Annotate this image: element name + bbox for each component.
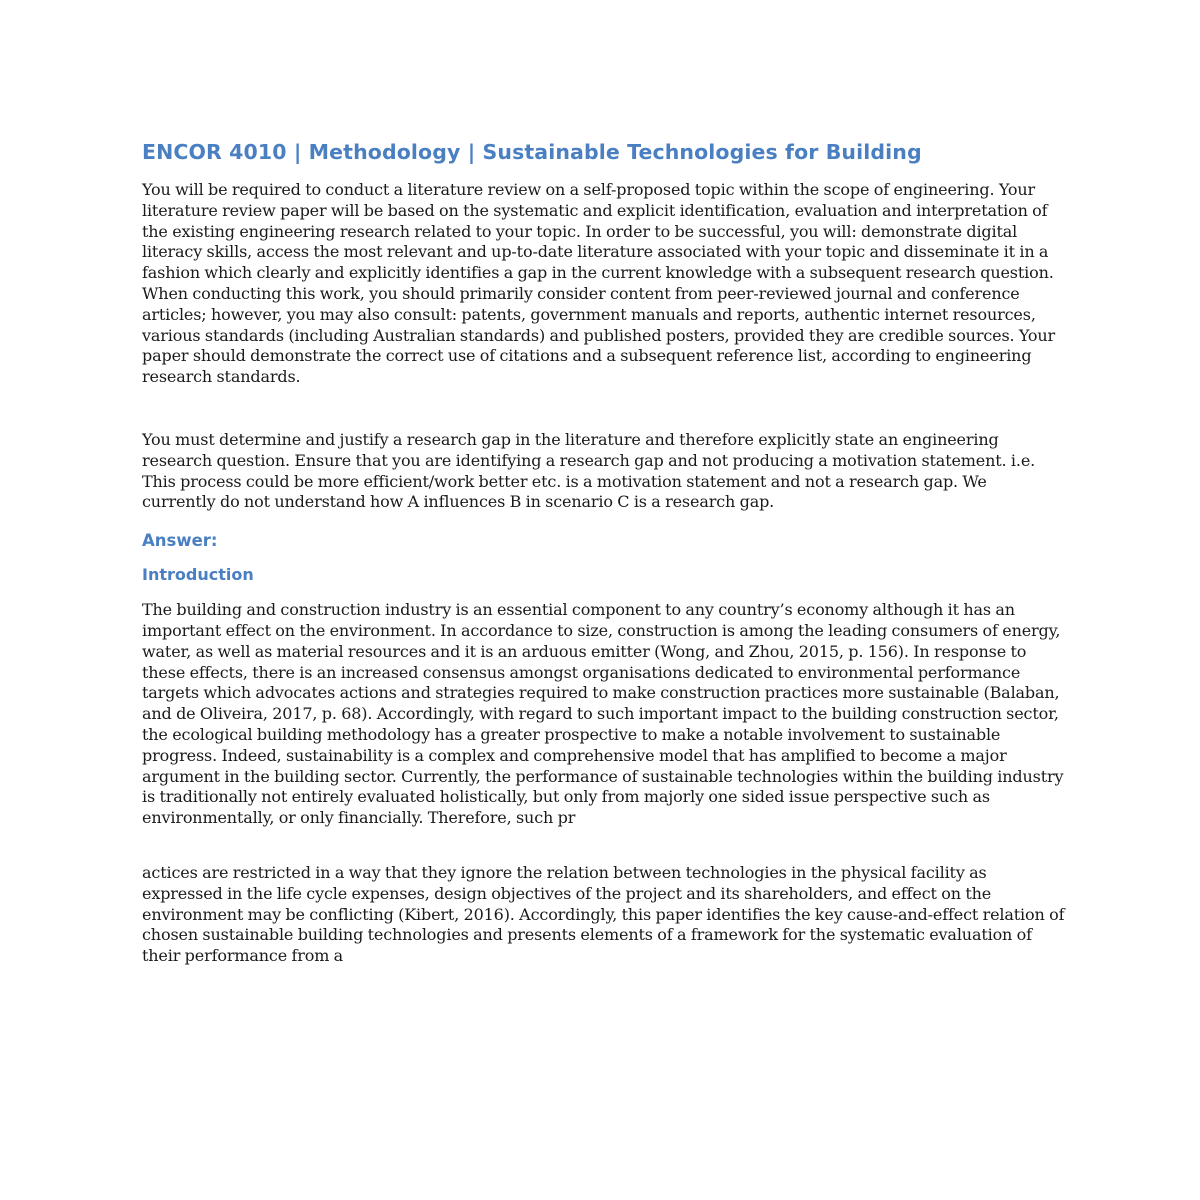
document-title: ENCOR 4010 | Methodology | Sustainable Technologies for Building — [142, 140, 922, 164]
introduction-paragraph-part1: The building and construction industry is an essential component to any country’s economy although it has an important effect on the environment. In accordance to size, construction is among the leading consumers of energy, water, as well as material resources and it is an arduous emitter (Wong, and Zhou, 2015, p. 156). In response to these effects, there is an increased consensus amongst organisations dedicated to environmental performance targets which advocates actions and strategies required to make construction practices more sustainable (Balaban, and de Oliveira, 2017, p. 68). Accordingly, with regard to such important impact to the building construction sector, the ecological building methodology has a greater prospective to make a notable involvement to sustainable progress. Indeed, sustainability is a complex and comprehensive model that has amplified to become a major argument in the building sector. Currently, the performance of sustainable technologies within the building industry is traditionally not entirely evaluated holistically, but only from majorly one sided issue perspective such as environmentally, or only financially. Therefore, such pr — [142, 600, 1064, 828]
introduction-paragraph-part2: actices are restricted in a way that they ignore the relation between technologies in the physical facility as expressed in the life cycle expenses, design objectives of the project and its shareholders, and effect on the environment may be conflicting (Kibert, 2016). Accordingly, this paper identifies the key cause-and-effect relation of chosen sustainable building technologies and presents elements of a framework for the systematic evaluation of their performance from a — [142, 862, 1065, 966]
assignment-brief-paragraph: You will be required to conduct a literature review on a self-proposed topic within the scope of engineering. Your literature review paper will be based on the systematic and explicit identification, evaluation and interpretation of the existing engineering research related to your topic. In order to be successful, you will: demonstrate digital literacy skills, access the most relevant and up-to-date literature associated with your topic and disseminate it in a fashion which clearly and explicitly identifies a gap in the current knowledge with a subsequent research question. When conducting this work, you should primarily consider content from peer-reviewed journal and conference articles; however, you may also consult: patents, government manuals and reports, authentic internet resources, various standards (including Australian standards) and published posters, provided they are credible sources. Your paper should demonstrate the correct use of citations and a subsequent reference list, according to engineering research standards. — [142, 180, 1056, 387]
answer-heading: Answer: — [142, 531, 218, 551]
introduction-heading: Introduction — [142, 565, 254, 585]
document-page — [142, 140, 1067, 967]
research-gap-paragraph: You must determine and justify a research gap in the literature and therefore explicitly state an engineering research question. Ensure that you are identifying a research gap and not producing a motivation statement. i.e. This process could be more efficient/work better etc. is a motivation statement and not a research gap. We currently do not understand how A influences B in scenario C is a research gap. — [142, 429, 1036, 512]
